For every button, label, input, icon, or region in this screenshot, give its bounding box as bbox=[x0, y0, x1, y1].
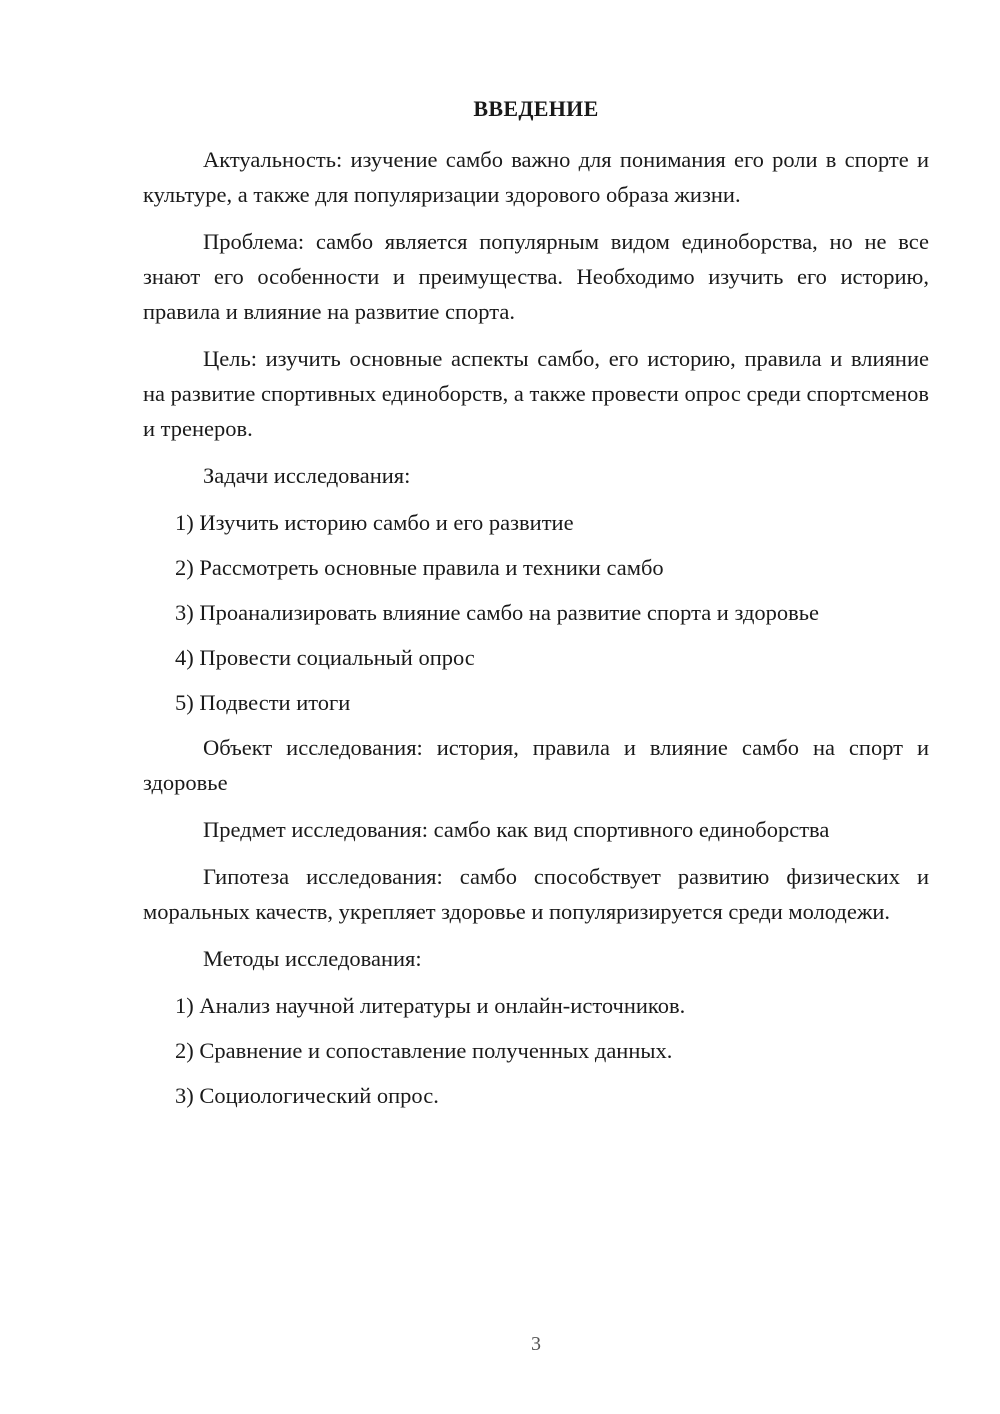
methods-heading: Методы исследования: bbox=[203, 946, 422, 971]
object-paragraph: Объект исследования: история, правила и влияние самбо на спорт и здоровье bbox=[143, 735, 929, 795]
task-item: 4) Провести социальный опрос bbox=[175, 645, 475, 670]
tasks-list bbox=[143, 505, 929, 720]
page-title: ВВЕДЕНИЕ bbox=[473, 96, 599, 121]
document-body bbox=[143, 142, 929, 1123]
goal-paragraph: Цель: изучить основные аспекты самбо, его историю, правила и влияние на развитие спортивных единоборств, а также провести опрос среди спортсменов и тренеров. bbox=[143, 346, 929, 441]
task-item: 3) Проанализировать влияние самбо на развитие спорта и здоровье bbox=[175, 600, 820, 625]
methods-list bbox=[143, 988, 929, 1113]
hypothesis-paragraph: Гипотеза исследования: самбо способствует развитию физических и моральных качеств, укрепляет здоровье и популяризируется среди молодежи. bbox=[143, 864, 929, 924]
page-number: 3 bbox=[531, 1333, 541, 1355]
method-item: 1) Анализ научной литературы и онлайн-источников. bbox=[175, 993, 686, 1018]
relevance-paragraph: Актуальность: изучение самбо важно для понимания его роли в спорте и культуре, а также для популяризации здорового образа жизни. bbox=[143, 147, 929, 207]
method-item: 2) Сравнение и сопоставление полученных данных. bbox=[175, 1038, 673, 1063]
task-item: 5) Подвести итоги bbox=[175, 690, 351, 715]
problem-paragraph: Проблема: самбо является популярным видом единоборства, но не все знают его особенности и преимущества. Необходимо изучить его историю, правила и влияние на развитие спорта. bbox=[143, 229, 929, 324]
subject-paragraph: Предмет исследования: самбо как вид спортивного единоборства bbox=[203, 817, 830, 842]
method-item: 3) Социологический опрос. bbox=[175, 1083, 439, 1108]
task-item: 1) Изучить историю самбо и его развитие bbox=[175, 510, 574, 535]
task-item: 2) Рассмотреть основные правила и техники самбо bbox=[175, 555, 664, 580]
tasks-heading: Задачи исследования: bbox=[203, 463, 411, 488]
